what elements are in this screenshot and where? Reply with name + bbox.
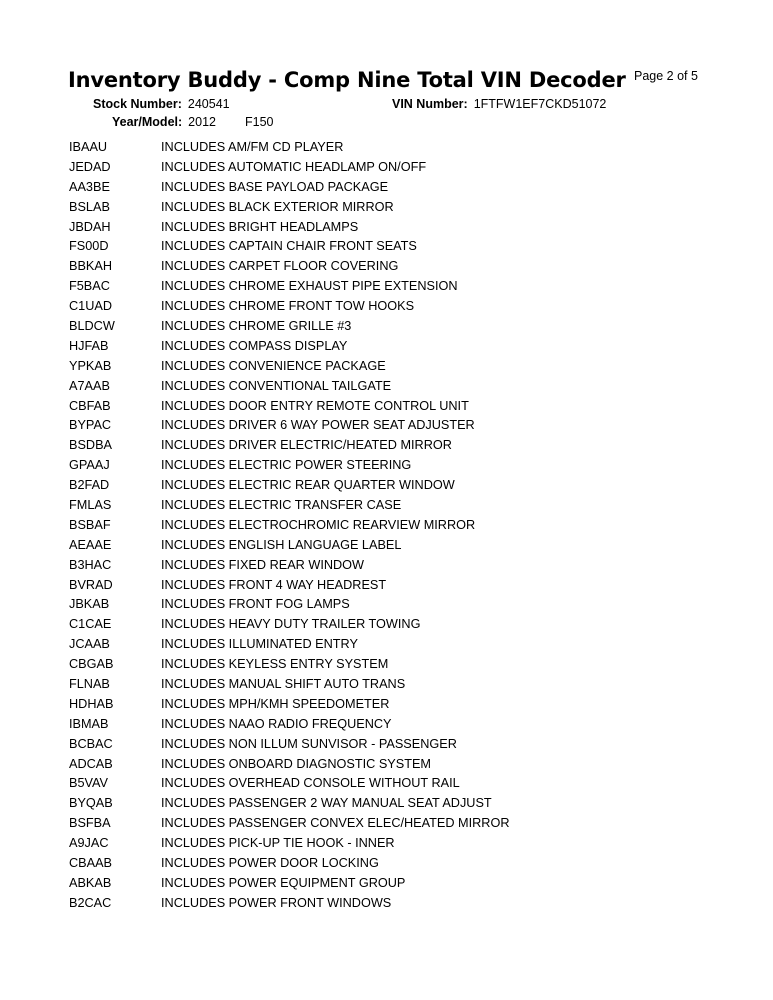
option-code: BCBAC [69, 736, 113, 751]
option-row [69, 714, 629, 734]
option-description: INCLUDES DOOR ENTRY REMOTE CONTROL UNIT [161, 398, 469, 413]
option-description: INCLUDES ELECTRIC TRANSFER CASE [161, 497, 402, 512]
option-description: INCLUDES CHROME FRONT TOW HOOKS [161, 299, 415, 314]
model-value: F150 [244, 115, 274, 129]
option-code: CBGAB [69, 657, 114, 672]
option-description: INCLUDES COMPASS DISPLAY [161, 338, 348, 353]
option-description: INCLUDES CHROME GRILLE #3 [161, 318, 352, 333]
option-code: CBAAB [69, 856, 113, 870]
option-code: FLNAB [69, 676, 110, 691]
vin-number-label: VIN Number: [392, 97, 468, 111]
year-model-label: Year/Model: [112, 115, 183, 129]
option-code: YPKAB [69, 358, 112, 373]
option-code: IBMAB [69, 716, 109, 731]
option-description: INCLUDES MANUAL SHIFT AUTO TRANS [161, 676, 406, 691]
option-code: BSLAB [69, 199, 110, 214]
option-row [69, 614, 629, 634]
option-code: B5VAV [69, 776, 109, 791]
option-row [69, 356, 629, 376]
option-row [69, 177, 629, 197]
option-row [69, 515, 629, 535]
option-row [69, 674, 629, 694]
option-code: FS00D [69, 239, 109, 254]
option-row [69, 316, 629, 336]
option-description: INCLUDES CONVENIENCE PACKAGE [161, 358, 386, 373]
option-description: INCLUDES CHROME EXHAUST PIPE EXTENSION [161, 279, 458, 294]
option-row [69, 535, 629, 555]
option-row [69, 396, 629, 416]
year-model [112, 115, 273, 129]
option-code: B3HAC [69, 557, 112, 572]
option-code: BSBAF [69, 517, 111, 532]
option-code: HJFAB [69, 338, 109, 353]
option-code: CBFAB [69, 398, 111, 413]
option-code: F5BAC [69, 279, 110, 294]
option-row [69, 853, 629, 873]
option-code: ADCAB [69, 756, 113, 771]
option-code: B2CAC [69, 895, 112, 910]
option-code: BLDCW [69, 318, 115, 333]
option-row [69, 555, 629, 575]
option-description: INCLUDES FRONT FOG LAMPS [161, 597, 350, 612]
option-list [69, 137, 629, 913]
option-row [69, 813, 629, 833]
option-row [69, 774, 629, 794]
option-row [69, 873, 629, 893]
option-description: INCLUDES ELECTROCHROMIC REARVIEW MIRROR [161, 517, 476, 532]
option-row [69, 575, 629, 595]
option-description: INCLUDES ONBOARD DIAGNOSTIC SYSTEM [161, 756, 431, 771]
option-code: AEAAE [69, 537, 112, 552]
option-description: INCLUDES POWER DOOR LOCKING [161, 856, 379, 870]
option-row [69, 475, 629, 495]
option-description: INCLUDES PICK-UP TIE HOOK - INNER [161, 836, 395, 851]
option-row [69, 376, 629, 396]
option-code: HDHAB [69, 696, 114, 711]
option-description: INCLUDES DRIVER ELECTRIC/HEATED MIRROR [161, 438, 452, 453]
option-row [69, 694, 629, 714]
option-description: INCLUDES MPH/KMH SPEEDOMETER [161, 696, 390, 711]
option-row [69, 754, 629, 774]
option-code: C1UAD [69, 299, 113, 314]
page-number: Page 2 of 5 [634, 69, 698, 83]
option-code: IBAAU [69, 139, 108, 154]
option-description: INCLUDES FIXED REAR WINDOW [161, 557, 365, 572]
option-row [69, 296, 629, 316]
option-description: INCLUDES BASE PAYLOAD PACKAGE [161, 179, 389, 194]
vin-number [392, 97, 606, 111]
option-row [69, 455, 629, 475]
option-description: INCLUDES HEAVY DUTY TRAILER TOWING [161, 617, 421, 632]
year-value: 2012 [188, 115, 216, 129]
option-description: INCLUDES POWER EQUIPMENT GROUP [161, 875, 406, 890]
option-code: JBDAH [69, 219, 111, 234]
option-code: BSDBA [69, 438, 113, 453]
option-row [69, 256, 629, 276]
option-description: INCLUDES NAAO RADIO FREQUENCY [161, 716, 392, 731]
page-title: Inventory Buddy - Comp Nine Total VIN Decoder [68, 68, 626, 92]
option-code: A7AAB [69, 378, 110, 393]
option-description: INCLUDES POWER FRONT WINDOWS [161, 895, 392, 910]
option-description: INCLUDES AM/FM CD PLAYER [161, 139, 344, 154]
option-code: JBKAB [69, 597, 110, 612]
option-code: JCAAB [69, 637, 110, 652]
option-code: FMLAS [69, 497, 112, 512]
vin-number-value: 1FTFW1EF7CKD51072 [473, 97, 607, 111]
option-row [69, 157, 629, 177]
option-description: INCLUDES PASSENGER 2 WAY MANUAL SEAT ADJUST [161, 796, 492, 811]
option-description: INCLUDES PASSENGER CONVEX ELEC/HEATED MIRROR [161, 816, 510, 831]
option-row [69, 654, 629, 674]
option-row [69, 137, 629, 157]
option-row [69, 594, 629, 614]
option-row [69, 435, 629, 455]
option-row [69, 793, 629, 813]
stock-number-value: 240541 [187, 97, 230, 111]
option-description: INCLUDES ILLUMINATED ENTRY [161, 637, 358, 652]
option-code: GPAAJ [69, 458, 110, 473]
option-code: C1CAE [69, 617, 112, 632]
option-row [69, 893, 629, 913]
option-row [69, 734, 629, 754]
option-code: JEDAD [69, 159, 111, 174]
stock-number [93, 97, 230, 111]
option-description: INCLUDES DRIVER 6 WAY POWER SEAT ADJUSTER [161, 418, 475, 433]
option-code: BYPAC [69, 418, 112, 433]
option-row [69, 276, 629, 296]
option-description: INCLUDES OVERHEAD CONSOLE WITHOUT RAIL [161, 776, 460, 791]
option-row [69, 217, 629, 237]
option-description: INCLUDES CARPET FLOOR COVERING [161, 259, 399, 274]
option-description: INCLUDES AUTOMATIC HEADLAMP ON/OFF [161, 159, 427, 174]
option-row [69, 236, 629, 256]
option-description: INCLUDES BRIGHT HEADLAMPS [161, 219, 359, 234]
option-row [69, 336, 629, 356]
option-description: INCLUDES ELECTRIC REAR QUARTER WINDOW [161, 478, 455, 493]
option-row [69, 833, 629, 853]
option-description: INCLUDES KEYLESS ENTRY SYSTEM [161, 657, 389, 672]
option-code: BBKAH [69, 259, 113, 274]
option-code: A9JAC [69, 836, 109, 851]
option-description: INCLUDES FRONT 4 WAY HEADREST [161, 577, 387, 592]
option-code: ABKAB [69, 875, 112, 890]
option-description: INCLUDES NON ILLUM SUNVISOR - PASSENGER [161, 736, 457, 751]
option-row [69, 197, 629, 217]
option-description: INCLUDES CAPTAIN CHAIR FRONT SEATS [161, 239, 417, 254]
option-row [69, 415, 629, 435]
stock-number-label: Stock Number: [93, 97, 182, 111]
option-code: B2FAD [69, 478, 110, 493]
option-description: INCLUDES CONVENTIONAL TAILGATE [161, 378, 392, 393]
option-row [69, 634, 629, 654]
option-description: INCLUDES ELECTRIC POWER STEERING [161, 458, 412, 473]
option-row [69, 495, 629, 515]
option-code: BSFBA [69, 816, 111, 831]
option-code: BVRAD [69, 577, 113, 592]
option-code: BYQAB [69, 796, 113, 811]
option-code: AA3BE [69, 179, 110, 194]
option-description: INCLUDES ENGLISH LANGUAGE LABEL [161, 537, 402, 552]
option-description: INCLUDES BLACK EXTERIOR MIRROR [161, 199, 394, 214]
